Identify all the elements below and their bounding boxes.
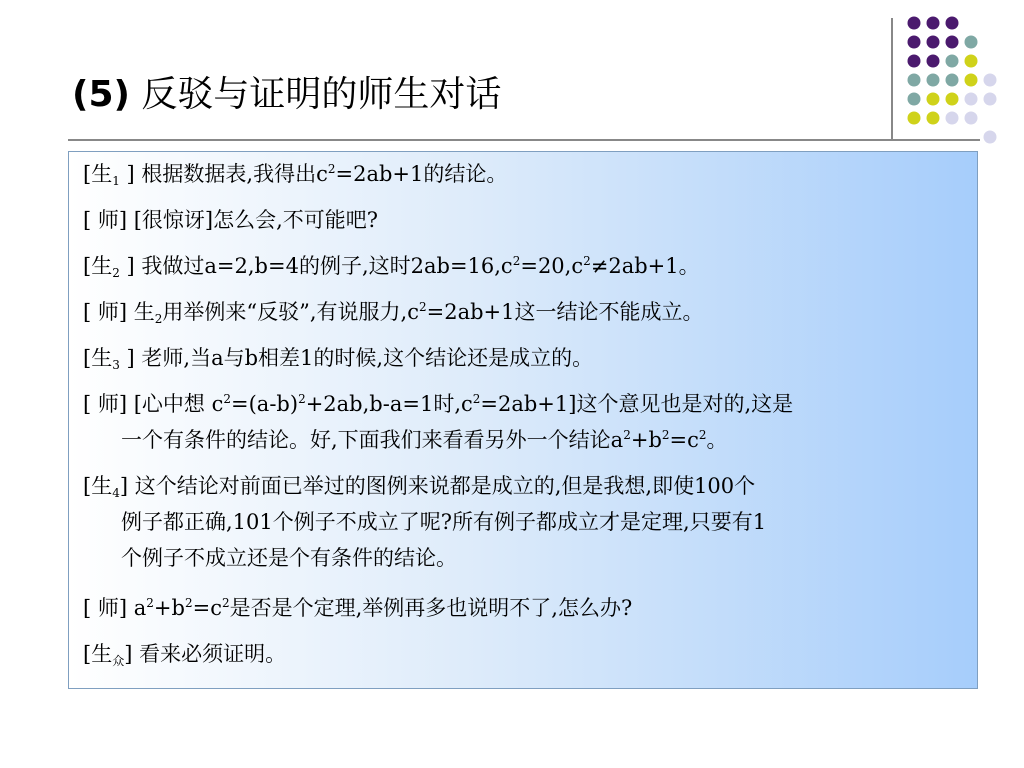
decorative-dot	[927, 74, 940, 87]
dialogue-line-student-4	[83, 468, 963, 576]
line-text: 生	[127, 300, 155, 324]
line-text: 根据数据表,我得出c	[134, 162, 328, 186]
subscript: 2	[154, 312, 163, 326]
decorative-dot	[908, 93, 921, 106]
decorative-dot	[984, 131, 997, 144]
superscript: 2	[418, 300, 427, 314]
decorative-dot	[946, 93, 959, 106]
speaker-label: [ 师]	[83, 596, 128, 620]
dialogue-line-student-1	[83, 156, 963, 192]
speaker-label: [ 师]	[83, 208, 128, 232]
decorative-dot	[965, 112, 978, 125]
dialogue-line-student-2	[83, 248, 963, 284]
speaker-subscript: 2	[112, 266, 120, 280]
superscript: 2	[583, 254, 591, 268]
dialogue-line-student-all	[83, 636, 963, 672]
line-text: =(a-b)	[231, 392, 299, 416]
slide-title	[72, 66, 501, 117]
decorative-dot	[965, 36, 978, 49]
line-text: =2ab+1的结论。	[335, 162, 508, 186]
line-continuation	[83, 422, 963, 458]
decorative-dot	[927, 93, 940, 106]
line-text: +b	[630, 428, 662, 452]
line-text: a	[127, 596, 147, 620]
speaker-subscript: 4	[112, 486, 120, 500]
superscript: 2	[512, 254, 521, 268]
line-text: 这个结论对前面已举过的图例来说都是成立的,但是我想,即使100个	[128, 474, 756, 498]
speaker-subscript: 1	[112, 174, 120, 188]
line-text: =2ab+1这一结论不能成立。	[426, 300, 704, 324]
decorative-dot	[965, 74, 978, 87]
line-text: 是否是个定理,举例再多也说明不了,怎么办?	[229, 596, 633, 620]
superscript: 2	[327, 162, 336, 176]
line-text: 看来必须证明。	[132, 642, 287, 666]
line-text: =c	[669, 428, 699, 452]
dialogue-line-teacher-1	[83, 202, 963, 238]
dialogue-box	[68, 151, 978, 689]
line-continuation: 个例子不成立还是个有条件的结论。	[121, 546, 457, 570]
decorative-dot	[927, 17, 940, 30]
horizontal-divider-line	[68, 139, 980, 141]
line-text: +2ab,b-a=1时,c	[305, 392, 473, 416]
speaker-close: ]	[119, 346, 135, 370]
speaker-close: ]	[119, 162, 135, 186]
line-text: 老师,当a与b相差1的时候,这个结论还是成立的。	[134, 346, 594, 370]
decorative-dot	[908, 55, 921, 68]
decorative-dot	[908, 112, 921, 125]
decorative-dot	[984, 74, 997, 87]
superscript: 2	[661, 428, 670, 442]
decorative-dot	[927, 112, 940, 125]
dialogue-line-teacher-3	[83, 386, 963, 458]
title-text: 反驳与证明的师生对话	[129, 74, 502, 115]
speaker-label: [ 师]	[83, 392, 128, 416]
decorative-dot	[946, 74, 959, 87]
speaker-subscript: 3	[112, 358, 120, 372]
decorative-dot	[908, 17, 921, 30]
speaker-subscript: 众	[112, 654, 125, 668]
line-continuation: 例子都正确,101个例子不成立了呢?所有例子都成立才是定理,只要有1	[121, 510, 767, 534]
line-text: +b	[153, 596, 185, 620]
decorative-dot	[965, 55, 978, 68]
decorative-dot	[946, 17, 959, 30]
decorative-dot	[946, 55, 959, 68]
superscript: 2	[221, 596, 230, 610]
speaker-label: [生	[83, 474, 113, 498]
speaker-close: ]	[119, 254, 135, 278]
line-text: ≠2ab+1。	[590, 254, 700, 278]
decorative-dot	[927, 55, 940, 68]
line-text: 。	[706, 428, 728, 452]
decorative-dot	[984, 93, 997, 106]
dialogue-line-teacher-2	[83, 294, 963, 330]
speaker-label: [生	[83, 346, 113, 370]
decorative-dot	[908, 74, 921, 87]
decorative-dot	[946, 36, 959, 49]
title-number: (5)	[72, 74, 130, 115]
superscript: 2	[472, 392, 481, 406]
vertical-divider-line	[891, 18, 893, 140]
superscript: 2	[146, 596, 154, 610]
speaker-label: [生	[83, 642, 113, 666]
superscript: 2	[223, 392, 232, 406]
line-text: =2ab+1]这个意见也是对的,这是	[480, 392, 794, 416]
decorative-dot	[946, 112, 959, 125]
line-text: [很惊讶]怎么会,不可能吧?	[127, 208, 379, 232]
line-text: 用举例来“反驳”,有说服力,c	[162, 300, 419, 324]
dialogue-line-student-3	[83, 340, 963, 376]
superscript: 2	[698, 428, 707, 442]
superscript: 2	[623, 428, 631, 442]
line-text: 我做过a=2,b=4的例子,这时2ab=16,c	[134, 254, 513, 278]
speaker-label: [ 师]	[83, 300, 128, 324]
line-text: =20,c	[520, 254, 584, 278]
speaker-label: [生	[83, 162, 113, 186]
superscript: 2	[184, 596, 193, 610]
superscript: 2	[298, 392, 306, 406]
decorative-dot	[927, 36, 940, 49]
line-text: 一个有条件的结论。好,下面我们来看看另外一个结论a	[121, 428, 624, 452]
speaker-close: ]	[119, 474, 129, 498]
line-text: [心中想 c	[127, 392, 224, 416]
decorative-dot	[965, 93, 978, 106]
speaker-close: ]	[124, 642, 133, 666]
line-text: =c	[192, 596, 222, 620]
speaker-label: [生	[83, 254, 113, 278]
dialogue-line-teacher-4	[83, 590, 963, 626]
decorative-dot	[908, 36, 921, 49]
